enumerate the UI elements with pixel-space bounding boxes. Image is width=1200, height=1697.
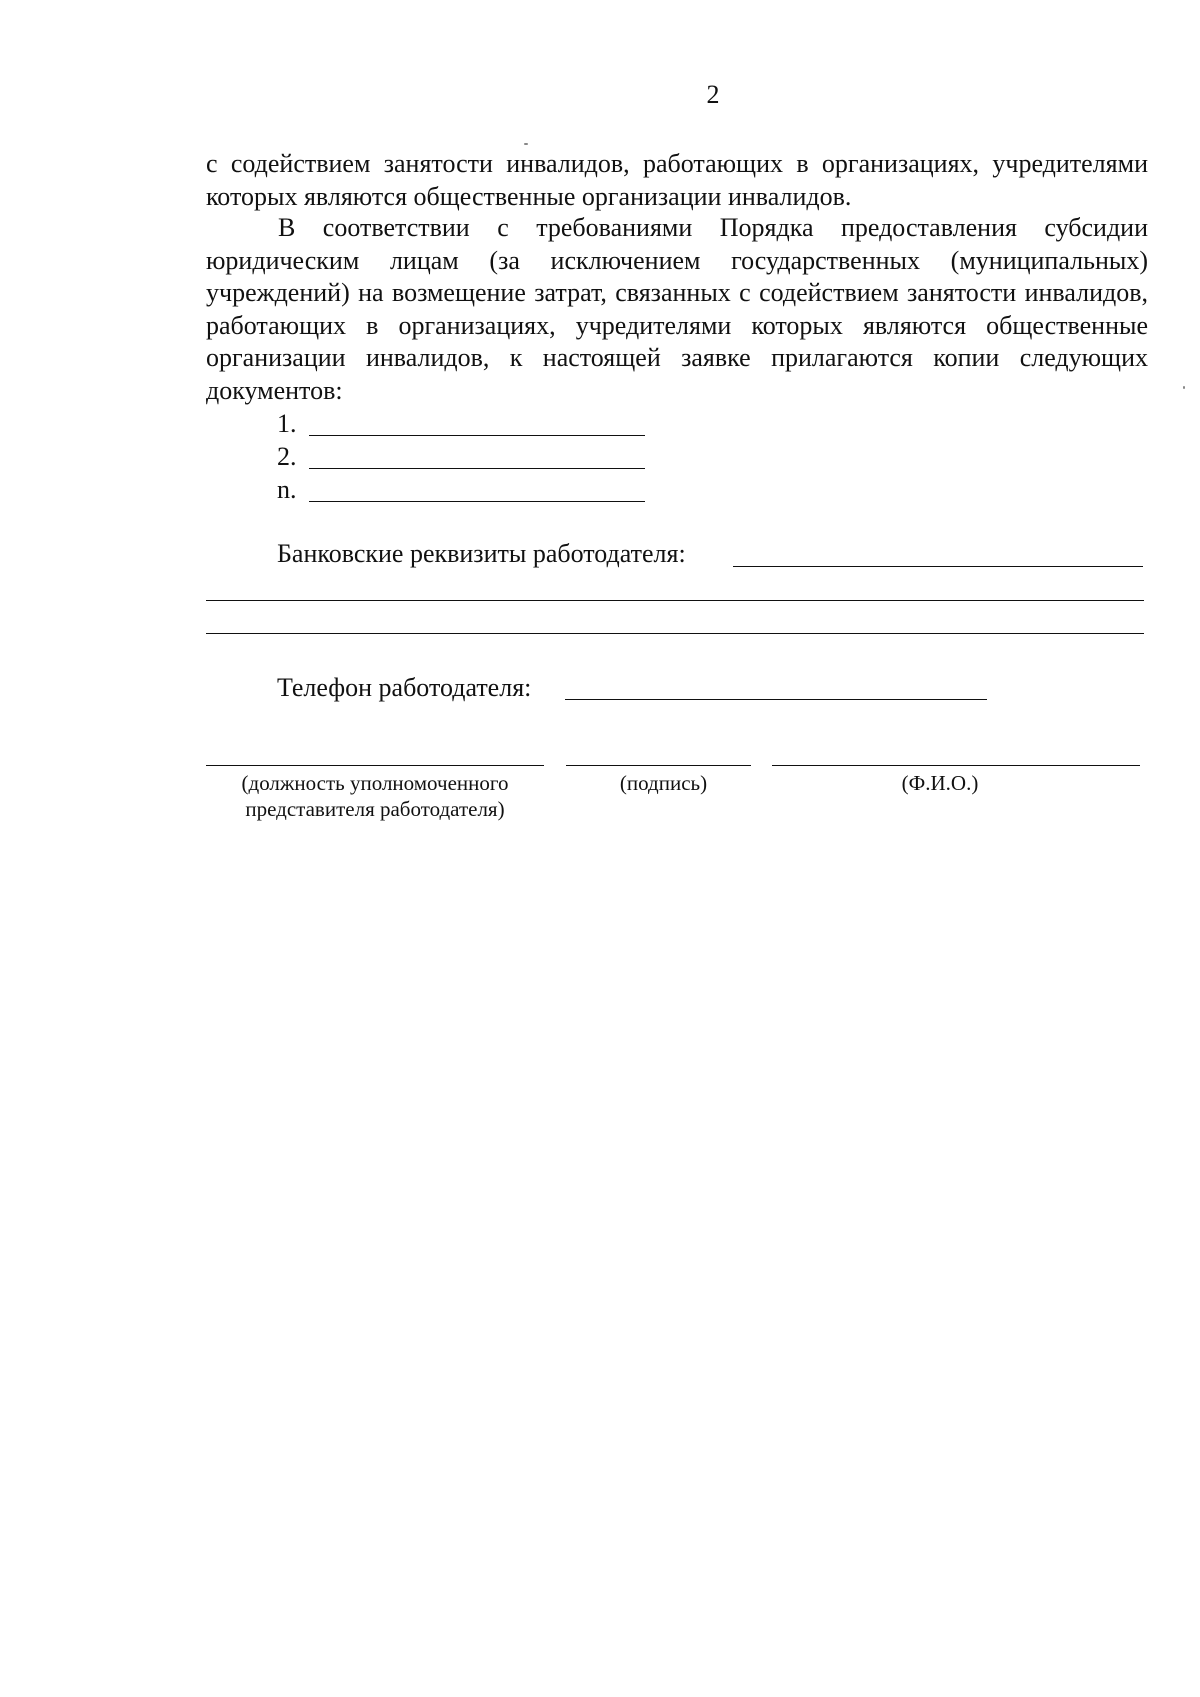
position-caption-line-2: представителя работодателя)	[245, 797, 505, 821]
bank-details-label: Банковские реквизиты работодателя:	[277, 539, 686, 568]
name-caption: (Ф.И.О.)	[901, 771, 979, 795]
name-blank-line[interactable]	[772, 765, 1140, 766]
paragraph-requirements: В соответствии с требованиями Порядка предоставления субсидии юридическим лицам (за исключением государственных (муниципальных) учреждений) на возмещение затрат, связанных с содействием занятости инвалидов, работающих в организациях, учредителями которых являются общественные организации инвалидов, к настоящей заявке прилагаются копии следующих документов:	[206, 213, 1148, 405]
bank-details-blank-line[interactable]	[733, 566, 1143, 567]
position-caption	[206, 770, 544, 822]
phone-blank-line[interactable]	[565, 699, 987, 700]
list-item	[277, 474, 307, 506]
position-blank-line[interactable]	[206, 765, 544, 766]
document-n-blank-line[interactable]	[309, 501, 645, 502]
bank-details-blank-line-2[interactable]	[206, 600, 1144, 601]
signature-blank-line[interactable]	[566, 765, 751, 766]
phone-label: Телефон работодателя:	[277, 673, 532, 702]
bank-details-blank-line-3[interactable]	[206, 633, 1144, 634]
document-1-blank-line[interactable]	[309, 435, 645, 436]
scan-speck	[524, 143, 528, 145]
position-caption-line-1: (должность уполномоченного	[241, 771, 509, 795]
signature-caption: (подпись)	[619, 771, 708, 795]
scan-speck	[1183, 386, 1185, 389]
paragraph-continuation: с содействием занятости инвалидов, работающих в организациях, учредителями которых являются общественные организации инвалидов.	[206, 149, 1148, 211]
list-marker: 1.	[277, 409, 297, 438]
document-2-blank-line[interactable]	[309, 468, 645, 469]
list-item	[277, 408, 307, 440]
page-number: 2	[706, 80, 720, 109]
list-item	[277, 441, 307, 473]
list-marker: n.	[277, 475, 297, 504]
list-marker: 2.	[277, 442, 297, 471]
